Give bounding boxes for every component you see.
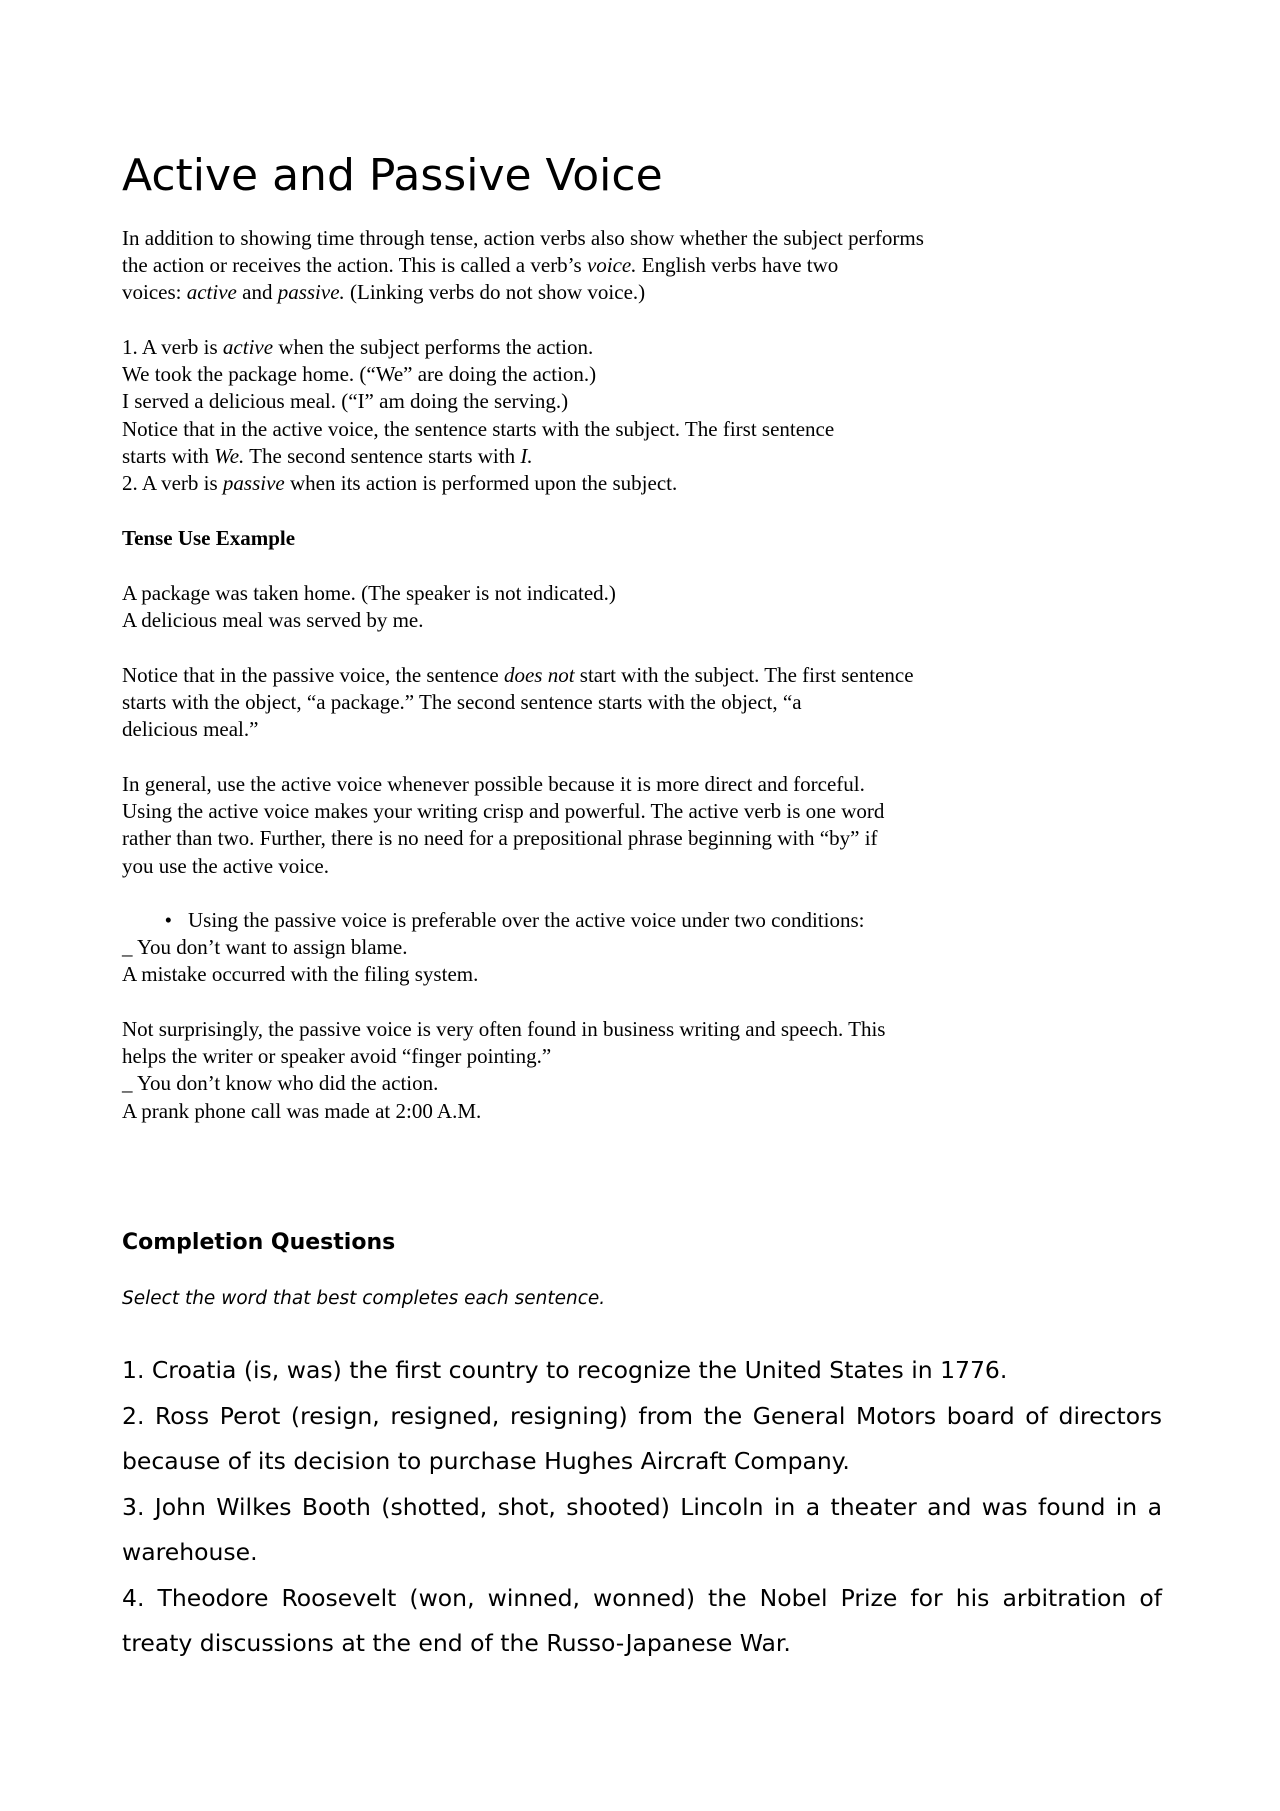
active-notice-line-1: Notice that in the active voice, the sentence starts with the subject. The first sentence [122,416,835,441]
passive-example-2: A delicious meal was served by me. [122,608,424,633]
passive-notice-line-2: starts with the object, “a package.” The second sentence starts with the object, “a [122,690,802,715]
intro-paragraph [122,225,1042,307]
passive-examples [122,580,1042,634]
question-1: 1. Croatia (is, was) the first country to recognize the United States in 1776. [122,1356,1008,1384]
active-notice-line-2: starts with We. The second sentence starts with I. [122,443,533,468]
condition-blame-example: A mistake occurred with the filing system. [122,962,479,987]
active-example-2: I served a delicious meal. (“I” am doing the serving.) [122,389,569,414]
general-line-2: Using the active voice makes your writing crisp and powerful. The active verb is one word [122,799,885,824]
condition-unknown-example: A prank phone call was made at 2:00 A.M. [122,1098,482,1123]
condition-unknown: _ You don’t know who did the action. [122,1071,439,1096]
page-title: Active and Passive Voice [122,150,663,201]
question-2: 2. Ross Perot (resign, resigned, resigning) from the General Motors board of directors because of its decision to purchase Hughes Aircraft Company. [122,1401,1162,1475]
passive-notice-line-3: delicious meal.” [122,717,259,742]
general-line-4: you use the active voice. [122,853,330,878]
intro-line-2: the action or receives the action. This is called a verb’s voice. English verbs have two [122,253,839,278]
question-list [122,1348,1162,1667]
intro-line-3: voices: active and passive. (Linking verbs do not show voice.) [122,280,646,305]
definition-passive: 2. A verb is passive when its action is performed upon the subject. [122,471,678,496]
general-line-3: rather than two. Further, there is no need for a prepositional phrase beginning with “by” if [122,826,878,851]
bullet-item: • Using the passive voice is preferable over the active voice under two conditions: [122,907,1042,934]
definition-active: 1. A verb is active when the subject performs the action. [122,335,594,359]
passive-notice-line-1: Notice that in the passive voice, the sentence does not start with the subject. The first sentence [122,663,914,687]
intro-line-1: In addition to showing time through tense, action verbs also show whether the subject performs [122,226,924,250]
question-3: 3. John Wilkes Booth (shotted, shot, shooted) Lincoln in a theater and was found in a warehouse. [122,1492,1162,1566]
passive-example-1: A package was taken home. (The speaker is not indicated.) [122,581,616,605]
active-passive-definitions [122,334,1042,497]
bullet-dot-icon: • [164,908,172,932]
completion-questions-heading: Completion Questions [122,1230,396,1255]
tense-use-example-heading: Tense Use Example [122,526,296,550]
passive-notice-paragraph [122,662,1042,744]
business-line-1: Not surprisingly, the passive voice is very often found in business writing and speech. This [122,1017,886,1041]
condition-blame: _ You don’t want to assign blame. [122,935,408,960]
general-paragraph [122,771,1042,880]
completion-instruction: Select the word that best completes each sentence. [122,1288,606,1309]
tense-heading-block [122,525,1042,552]
question-4: 4. Theodore Roosevelt (won, winned, wonned) the Nobel Prize for his arbitration of treaty discussions at the end of the Russo-Japanese War. [122,1583,1162,1657]
passive-conditions [122,907,1042,989]
business-line-2: helps the writer or speaker avoid “finger pointing.” [122,1044,552,1069]
active-example-1: We took the package home. (“We” are doing the action.) [122,362,597,387]
business-paragraph [122,1016,1042,1125]
general-line-1: In general, use the active voice whenever possible because it is more direct and forceful. [122,772,865,796]
